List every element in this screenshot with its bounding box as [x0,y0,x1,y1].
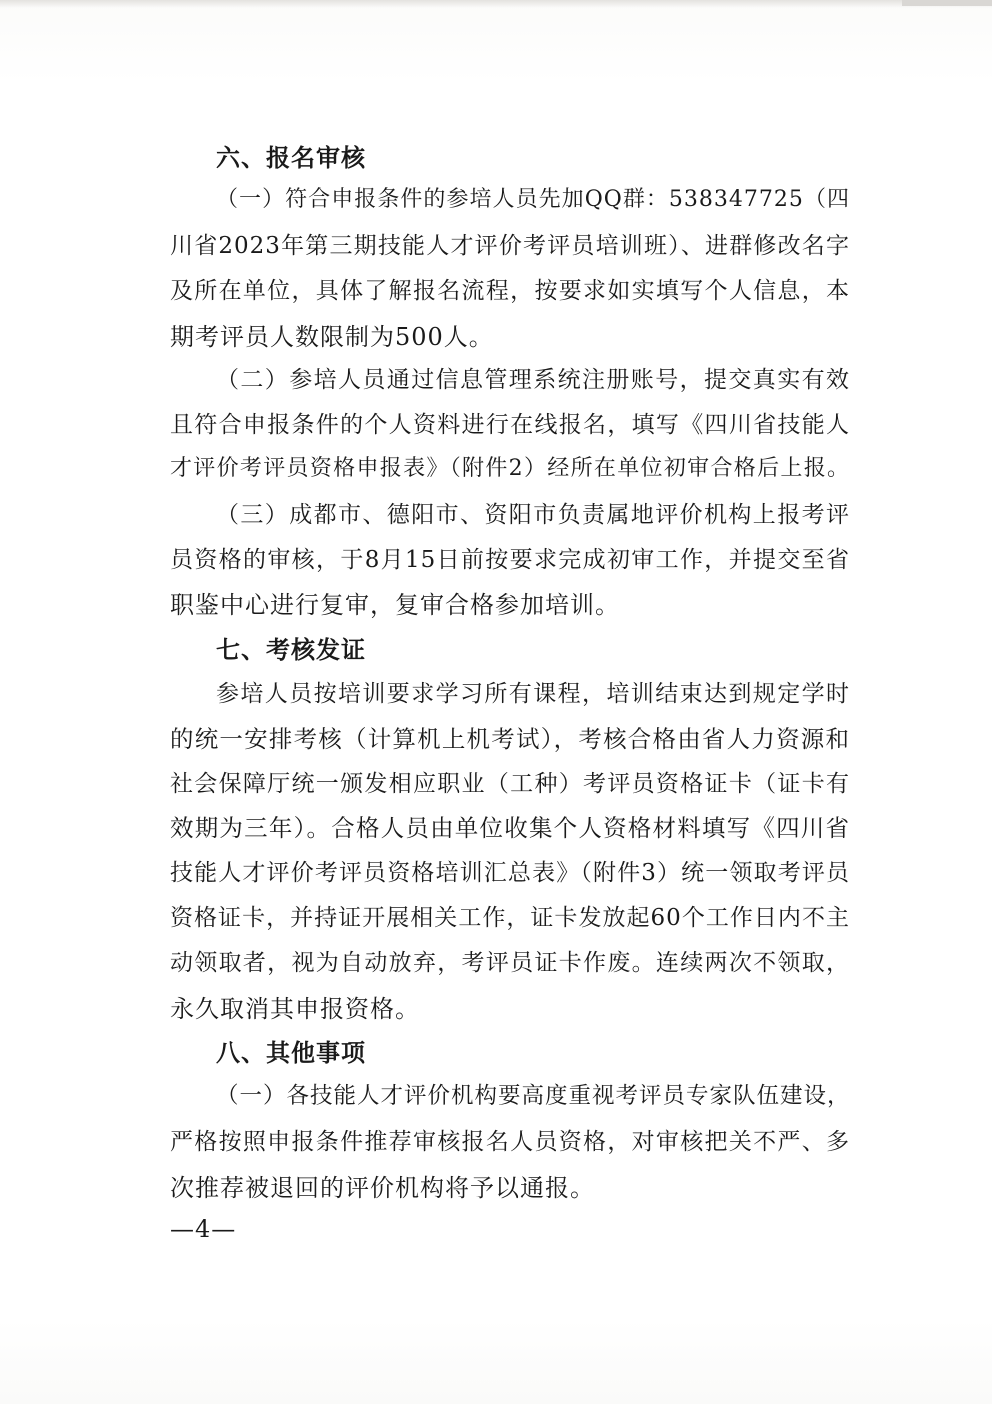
paragraph-line: 严格按照申报条件推荐审核报名人员资格，对审核把关不严、多 [170,1129,850,1155]
paragraph-line: （三）成都市、德阳市、资阳市负责属地评价机构上报考评 [216,502,850,528]
paragraph-line: 才评价考评员资格申报表》（附件2）经所在单位初审合格后上报。 [170,456,850,481]
paragraph-line: 资格证卡，并持证开展相关工作，证卡发放起60个工作日内不主 [170,905,850,931]
paragraph-line: 参培人员按培训要求学习所有课程，培训结束达到规定学时 [216,681,850,707]
paragraph-line: 的统一安排考核（计算机上机考试），考核合格由省人力资源和 [170,725,850,753]
paragraph-line: 效期为三年）。合格人员由单位收集个人资格材料填写《四川省 [170,814,850,842]
scan-edge-shadow [0,0,992,8]
paragraph-line: 永久取消其申报资格。 [170,995,420,1023]
paragraph-line: （二）参培人员通过信息管理系统注册账号，提交真实有效 [216,367,850,393]
paragraph-line: 社会保障厅统一颁发相应职业（工种）考评员资格证卡（证卡有 [170,771,850,797]
paragraph-line: 职鉴中心进行复审，复审合格参加培训。 [170,591,620,619]
section-heading-assessment-certification: 七、考核发证 [216,635,366,664]
paragraph-line: 员资格的审核，于8月15日前按要求完成初审工作，并提交至省 [170,547,850,573]
scan-corner-mark [902,0,992,6]
paragraph-line: 川省2023年第三期技能人才评价考评员培训班）、进群修改名字 [170,233,850,259]
paragraph-line: （一）符合申报条件的参培人员先加QQ群：538347725（四 [216,187,850,212]
paragraph-line: 技能人才评价考评员资格培训汇总表》（附件3）统一领取考评员 [170,860,850,886]
paragraph-line: 次推荐被退回的评价机构将予以通报。 [170,1174,595,1202]
paragraph-line: 且符合申报条件的个人资料进行在线报名，填写《四川省技能人 [170,412,850,438]
paragraph-line: 期考评员人数限制为500人。 [170,323,494,351]
paragraph-line: 动领取者，视为自动放弃，考评员证卡作废。连续两次不领取， [170,950,850,976]
page-number: —4— [170,1215,237,1243]
paragraph-line: （一）各技能人才评价机构要高度重视考评员专家队伍建设， [216,1083,851,1109]
paragraph-line: 及所在单位，具体了解报名流程，按要求如实填写个人信息，本 [170,278,850,304]
section-heading-registration-review: 六、报名审核 [216,143,366,172]
section-heading-other-matters: 八、其他事项 [216,1038,366,1067]
